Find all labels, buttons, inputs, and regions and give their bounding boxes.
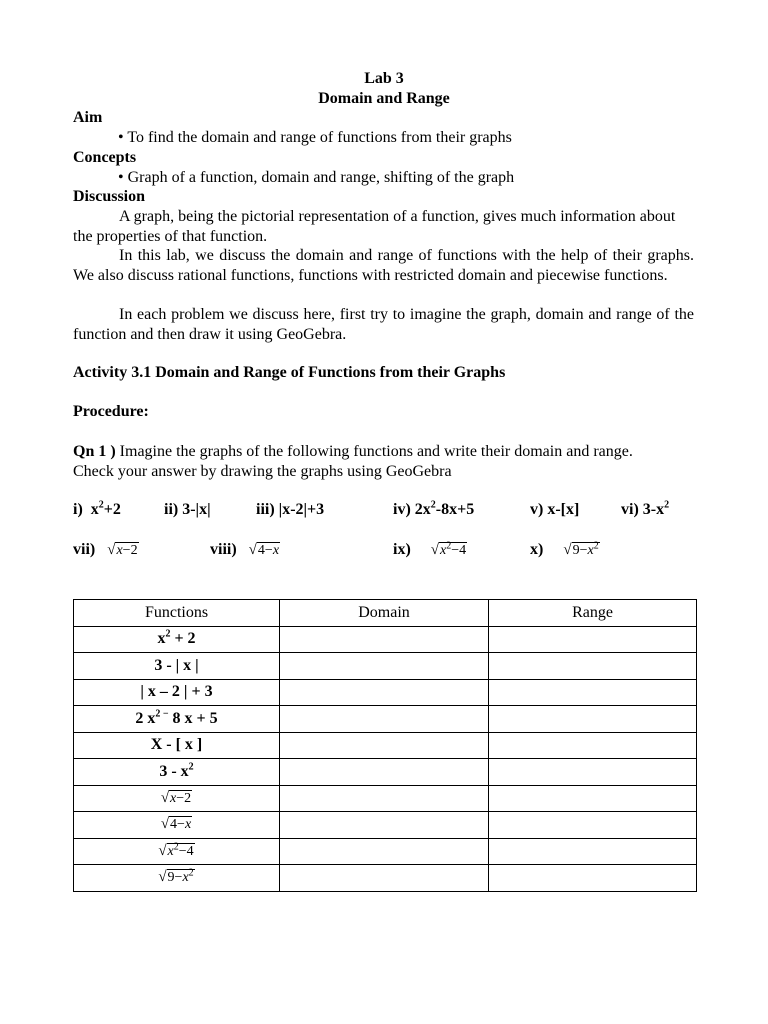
concepts-bullet: • Graph of a function, domain and range, shifting of the graph (118, 169, 515, 186)
function-cell: | x – 2 | + 3 (74, 679, 280, 706)
function-cell: 2 $x^{2 -}$ 8 x + 5 (74, 706, 280, 733)
header-domain: Domain (280, 600, 489, 627)
lab-number: Lab 3 (364, 70, 404, 87)
range-cell[interactable] (489, 838, 697, 865)
domain-cell[interactable] (280, 785, 489, 812)
table-row (74, 732, 697, 759)
function-cell: √4−x (74, 812, 280, 839)
question-text: Imagine the graphs of the following functions and write their domain and range. Check your answer by drawing the graphs using GeoGebra (73, 443, 633, 480)
table-row (74, 838, 697, 865)
domain-cell[interactable] (280, 626, 489, 653)
sqrt-symbol: √x−2 (107, 542, 138, 558)
domain-range-table (73, 599, 697, 892)
function-cell: $3 - x^2$ (74, 759, 280, 786)
range-cell[interactable] (489, 679, 697, 706)
aim-heading: Aim (73, 109, 103, 126)
sqrt-symbol: $√9-x^2$ (563, 540, 599, 558)
item-x: x) $√9-x^2$ (530, 540, 599, 558)
domain-cell[interactable] (280, 706, 489, 733)
table-row (74, 759, 697, 786)
function-cell: $x^2 + 2$ (74, 626, 280, 653)
range-cell[interactable] (489, 785, 697, 812)
item-viii: viii) √4−x (210, 541, 280, 558)
range-cell[interactable] (489, 626, 697, 653)
discussion-heading: Discussion (73, 188, 146, 205)
item-iv: iv) $2x^2-8x+5$ (393, 499, 475, 518)
discussion-paragraph-1: A graph, being the pictorial representation of a function, gives much information about the properties of that function. (73, 208, 676, 245)
procedure-heading: Procedure: (73, 403, 149, 420)
domain-cell[interactable] (280, 865, 489, 892)
range-cell[interactable] (489, 653, 697, 680)
item-v: v) x-[x] (530, 501, 580, 518)
item-vii: vii) √x−2 (73, 541, 138, 558)
header-functions: Functions (74, 600, 280, 627)
question-1 (73, 442, 673, 481)
table-row (74, 626, 697, 653)
table-row (74, 653, 697, 680)
function-cell: 3 - | x | (74, 653, 280, 680)
function-cell: X - [ x ] (74, 732, 280, 759)
range-cell[interactable] (489, 812, 697, 839)
table-row (74, 812, 697, 839)
item-iii: iii) |x-2|+3 (256, 501, 325, 518)
range-cell[interactable] (489, 759, 697, 786)
table-row (74, 706, 697, 733)
item-vi: vi) $3-x^2$ (621, 499, 670, 518)
function-cell: $√9-x^2$ (74, 865, 280, 892)
range-cell[interactable] (489, 865, 697, 892)
range-cell[interactable] (489, 706, 697, 733)
table-header-row (74, 600, 697, 627)
domain-cell[interactable] (280, 679, 489, 706)
page-title: Domain and Range (318, 90, 450, 107)
sqrt-symbol: √4−x (248, 542, 280, 558)
table-row (74, 865, 697, 892)
function-cell: $√x^2-4$ (74, 838, 280, 865)
sqrt-symbol: $√x^2-4$ (430, 540, 467, 558)
discussion-paragraph-2: In this lab, we discuss the domain and range of functions with the help of their graphs. We also discuss rational functions, functions with restricted domain and piecewise functions. (73, 247, 694, 284)
table-row (74, 785, 697, 812)
discussion-paragraph-3: In each problem we discuss here, first try to imagine the graph, domain and range of the function and then draw it using GeoGebra. (73, 306, 694, 343)
domain-cell[interactable] (280, 653, 489, 680)
domain-cell[interactable] (280, 732, 489, 759)
activity-title: Activity 3.1 Domain and Range of Functions from their Graphs (73, 364, 506, 381)
function-cell: √x−2 (74, 785, 280, 812)
domain-cell[interactable] (280, 759, 489, 786)
item-ix: ix) $√x^2-4$ (393, 540, 467, 558)
header-range: Range (489, 600, 697, 627)
range-cell[interactable] (489, 732, 697, 759)
concepts-heading: Concepts (73, 149, 137, 166)
item-i: i) $x^2+2$ (73, 499, 121, 518)
aim-bullet: • To find the domain and range of functions from their graphs (118, 129, 512, 146)
domain-cell[interactable] (280, 838, 489, 865)
table-row (74, 679, 697, 706)
question-label: Qn 1 ) (73, 443, 116, 460)
domain-cell[interactable] (280, 812, 489, 839)
item-ii: ii) 3-|x| (164, 501, 211, 518)
